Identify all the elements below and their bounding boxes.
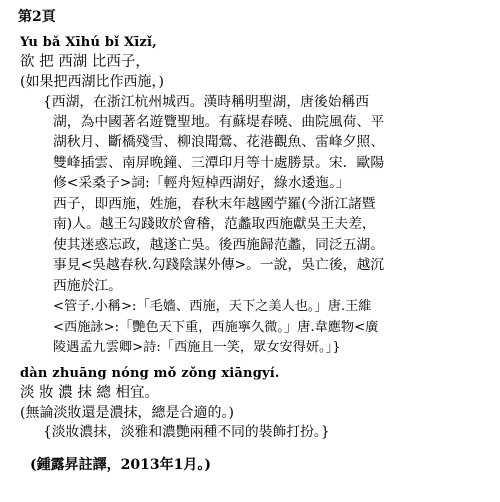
annotation1-line-12: <西施詠>:「艷色天下重，西施寧久微。」唐.韋應物<廣 <box>53 320 379 335</box>
verse1-translation: (如果把西湖比作西施，) <box>20 74 164 90</box>
annotation1-line-1: {西湖，在浙江杭州城西。漢時稱明聖湖，唐後始稱西 <box>43 94 370 110</box>
annotation1-line-10: 西施於江。 <box>53 278 122 294</box>
annotation1-line-9: 事見<吳越春秋.勾踐陰謀外傳>。一說，吳亡後，越沉 <box>53 257 385 273</box>
annotation1-line-3: 湖秋月、斷橋殘雪、柳浪聞鶯、花港觀魚、雷峰夕照、 <box>53 134 385 150</box>
verse2-chinese: 淡 妝 濃 抹 總 相宜。 <box>20 385 160 401</box>
annotation2-text: {淡妝濃抹，淡雅和濃艷兩種不同的裝飾打扮。} <box>43 424 330 440</box>
annotation1-line-5: 修<采桑子>詞:「輕舟短棹西湖好，綠水逶迤。」 <box>53 175 350 191</box>
annotation1-line-7: 南)人。越王勾踐敗於會稽，范蠡取西施獻吳王夫差， <box>53 216 376 232</box>
verse1-pinyin: Yu bǎ Xīhú bǐ Xīzǐ, <box>20 35 157 50</box>
annotation1-line-6: 西子，即西施，姓施，春秋末年越國苧羅(今浙江諸暨 <box>53 196 376 212</box>
verse1-chinese: 欲 把 西湖 比西子， <box>20 54 150 70</box>
annotation1-line-2: 湖，為中國著名遊覽聖地。有蘇堤春曉、曲院風荷、平 <box>53 114 385 130</box>
page-number: 第2頁 <box>18 9 56 25</box>
verse2-pinyin: dàn zhuāng nóng mǒ zǒng xiāngyí. <box>20 366 280 381</box>
annotation1-line-8: 使其迷惑忘政，越遂亡吳。後西施歸范蠡，同泛五湖。 <box>53 237 385 253</box>
verse2-translation: (無論淡妝還是濃抹，總是合適的。) <box>20 405 234 421</box>
annotation1-line-13: 陵遇孟九雲卿>詩:「西施且一笑，眾女安得妍。」} <box>53 340 341 355</box>
annotation1-line-4: 雙峰插雲、南屏晚鐘、三潭印月等十處勝景。宋．歐陽 <box>53 155 385 171</box>
annotation1-line-11: <管子.小稱>:「毛嬙、西施，天下之美人也。」唐.王維 <box>53 299 372 314</box>
footer-credit: (鍾露昇註譯，2013年1月。) <box>30 457 211 473</box>
